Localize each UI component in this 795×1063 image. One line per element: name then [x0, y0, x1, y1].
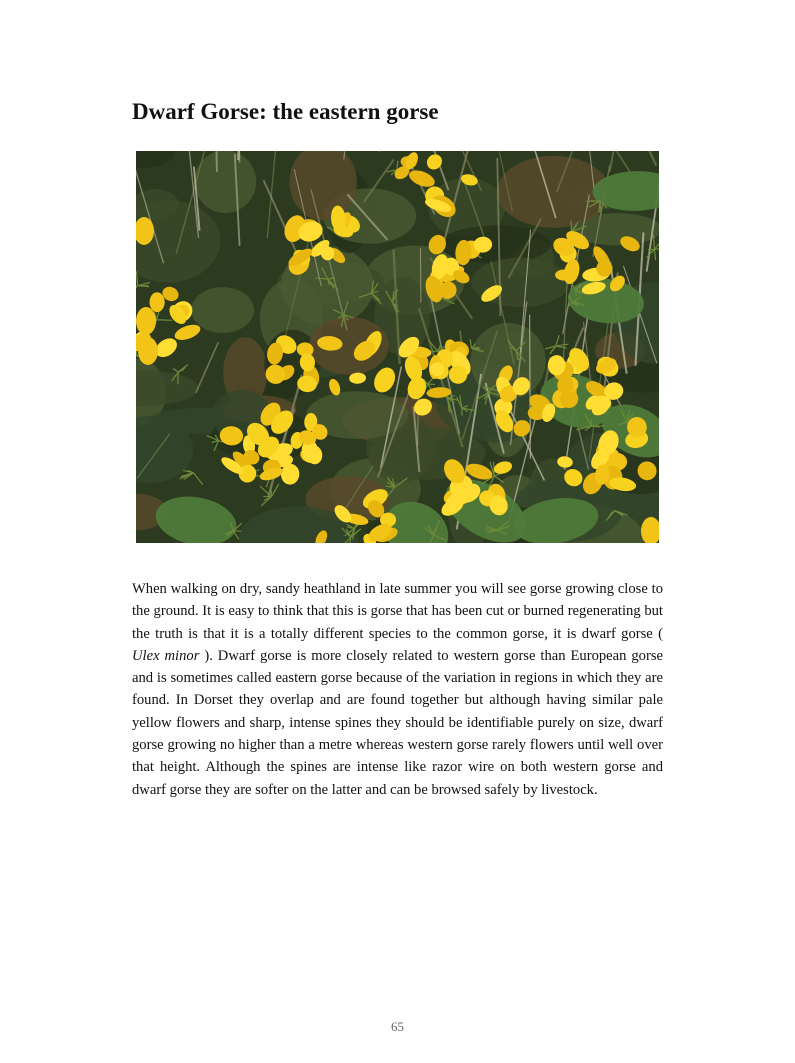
page-number: 65: [391, 1019, 404, 1034]
species-name: Ulex minor: [132, 647, 200, 664]
page-title: Dwarf Gorse: the eastern gorse: [132, 99, 439, 124]
paragraph-part-2: ). Dwarf gorse is more closely related to western gorse than European gorse and is sometimes called eastern gorse because of the variation in regions in which they are found. In Dorset they overlap and are found together but although having similar pale yellow flowers and sharp, intense spines they should be identifiable purely on size, dwarf gorse growing no higher than a metre whereas western gorse rarely flowers until well over that height. Although the spines are intense like razor wire on both western gorse and dwarf gorse they are softer on the latter and can be browsed safely by livestock.: [132, 647, 663, 798]
body-paragraph: [132, 578, 663, 801]
paragraph-part-1: When walking on dry, sandy heathland in late summer you will see gorse growing close to the ground. It is easy to think that this is gorse that has been cut or burned regenerating but the truth is that it is a totally different species to the common gorse, it is dwarf gorse (: [132, 581, 663, 642]
gorse-photo: [136, 151, 659, 543]
gorse-photo-illustration: [136, 151, 659, 543]
